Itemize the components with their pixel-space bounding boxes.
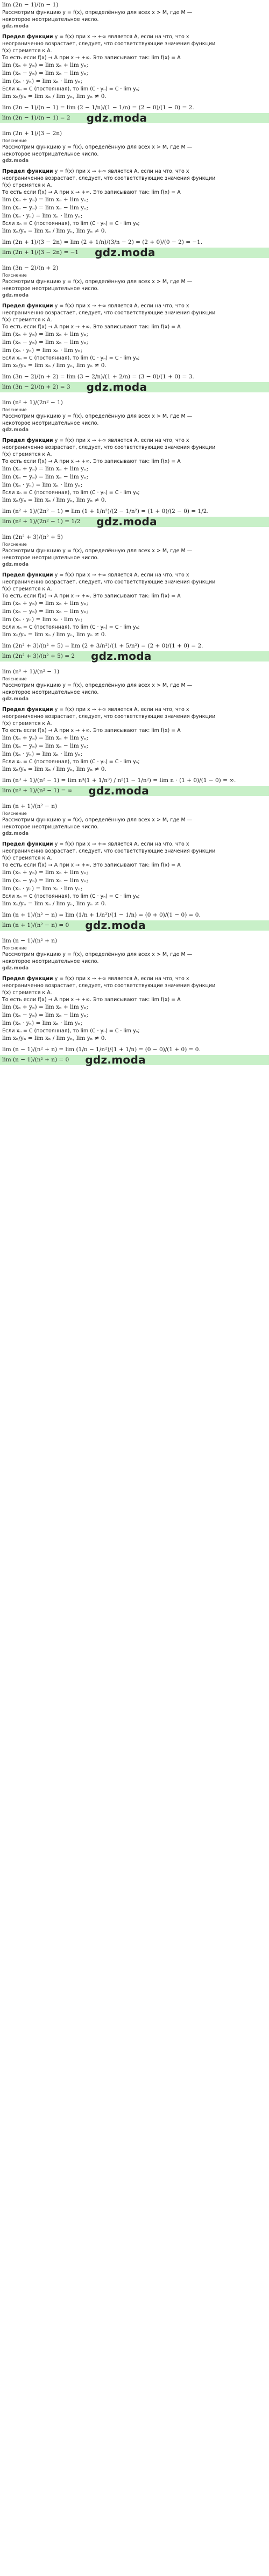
answer-text: lim (n³ + 1)/(n² − 1) = ∞: [2, 787, 73, 794]
definition-line: неограниченно возрастает, следует, что соответствующие значения функции: [2, 41, 216, 47]
rule-sum: lim (xₙ + yₙ) = lim xₙ + lim yₙ;: [2, 331, 89, 337]
rule-const: Если xₙ = C (постоянная), то lim (C · yₙ) = C · lim yₙ;: [2, 893, 140, 899]
problem-block: [2, 264, 267, 399]
watermark: gdz.moda: [2, 293, 29, 298]
rule-sum: lim (xₙ + yₙ) = lim xₙ + lim yₙ;: [2, 600, 89, 607]
problem-block: [2, 533, 267, 668]
rule-sum: lim (xₙ + yₙ) = lim xₙ + lim yₙ;: [2, 196, 89, 203]
rule-const: Если xₙ = C (постоянная), то lim (C · yₙ) = C · lim yₙ;: [2, 86, 140, 92]
spacer: [2, 1066, 267, 1072]
definition-line: [2, 975, 267, 982]
watermark: gdz.moda: [91, 650, 152, 663]
rule-line: То есть если f(x) → A при x → +∞. Это записывают так: lim f(x) = A: [2, 324, 181, 330]
watermark: gdz.moda: [2, 24, 29, 29]
rule-prod: lim (xₙ · yₙ) = lim xₙ · lim yₙ;: [2, 885, 83, 892]
definition-term: Предел функции: [2, 34, 53, 40]
definition-label: Пояснение: [2, 407, 27, 412]
spacer: [2, 932, 267, 937]
answer-highlight: [0, 248, 269, 258]
definition-line: f(x) стремятся к A.: [2, 48, 52, 54]
definition-text: y = f(x) при x → +∞ является A, если на что, что x: [53, 841, 189, 847]
definition-label: Пояснение: [2, 542, 27, 547]
rule-diff: lim (xₙ − yₙ) = lim xₙ − lim yₙ;: [2, 877, 89, 884]
rule-diff: lim (xₙ − yₙ) = lim xₙ − lim yₙ;: [2, 474, 89, 480]
rule-diff: lim (xₙ − yₙ) = lim xₙ − lim yₙ;: [2, 1012, 89, 1018]
answer-text: lim (n + 1)/(n² − n) = 0: [2, 922, 69, 928]
definition-term: Предел функции: [2, 303, 53, 309]
problem-statement: lim (n² + 1)/(2n² − 1): [2, 399, 63, 406]
watermark: gdz.moda: [2, 158, 29, 164]
problem-block: [2, 803, 267, 937]
solution-step: lim (n + 1)/(n² − n) = lim (1/n + 1/n²)/(1 − 1/n) = (0 + 0)/(1 − 0) = 0.: [2, 912, 201, 918]
rule-const: Если xₙ = C (постоянная), то lim (C · yₙ) = C · lim yₙ;: [2, 759, 140, 765]
answer-text: lim (n − 1)/(n² + n) = 0: [2, 1057, 69, 1063]
problem-statement: lim (3n − 2)/(n + 2): [2, 265, 59, 271]
answer-highlight: [0, 1055, 269, 1065]
answer-highlight: [0, 113, 269, 123]
definition-line: некоторое неотрицательное число.: [2, 17, 99, 23]
problem-block: [2, 1, 267, 130]
rule-prod: lim (xₙ · yₙ) = lim xₙ · lim yₙ;: [2, 1020, 83, 1026]
spacer: [2, 528, 267, 533]
watermark: gdz.moda: [95, 246, 155, 259]
definition-line: f(x) стремятся к A.: [2, 182, 52, 188]
rule-sum: lim (xₙ + yₙ) = lim xₙ + lim yₙ;: [2, 869, 89, 876]
definition-line: Рассмотрим функцию y = f(x), определённую для всех x > M, где M —: [2, 817, 193, 823]
definition-line: Рассмотрим функцию y = f(x), определённую для всех x > M, где M —: [2, 144, 193, 150]
definition-line: Рассмотрим функцию y = f(x), определённую для всех x > M, где M —: [2, 682, 193, 688]
rule-prod: lim (xₙ · yₙ) = lim xₙ · lim yₙ;: [2, 616, 83, 623]
problem-block: [2, 937, 267, 1072]
definition-term: Предел функции: [2, 168, 53, 174]
definition-line: неограниченно возрастает, следует, что соответствующие значения функции: [2, 714, 216, 720]
rule-quot: lim xₙ/yₙ = lim xₙ / lim yₙ, lim yₙ ≠ 0.: [2, 1035, 107, 1041]
definition-line: некоторое неотрицательное число.: [2, 151, 99, 157]
definition-label: Пояснение: [2, 811, 27, 816]
definition-line: Рассмотрим функцию y = f(x), определённую для всех x > M, где M —: [2, 279, 193, 285]
solution-step: lim (2n² + 3)/(n² + 5) = lim (2 + 3/n²)/(1 + 5/n²) = (2 + 0)/(1 + 0) = 2.: [2, 643, 203, 649]
definition-text: y = f(x) при x → +∞ является A, если на что, что x: [53, 572, 189, 578]
definition-label: Пояснение: [2, 946, 27, 951]
definition-line: f(x) стремятся к A.: [2, 855, 52, 861]
rule-const: Если xₙ = C (постоянная), то lim (C · yₙ) = C · lim yₙ;: [2, 355, 140, 361]
answer-text: lim (3n − 2)/(n + 2) = 3: [2, 384, 70, 390]
spacer: [2, 797, 267, 803]
rule-const: Если xₙ = C (постоянная), то lim (C · yₙ) = C · lim yₙ;: [2, 624, 140, 630]
rule-quot: lim xₙ/yₙ = lim xₙ / lim yₙ, lim yₙ ≠ 0.: [2, 766, 107, 772]
watermark: gdz.moda: [2, 562, 29, 567]
problem-statement: lim (2n + 1)/(3 − 2n): [2, 130, 62, 137]
definition-line: Рассмотрим функцию y = f(x), определённую для всех x > M, где M —: [2, 10, 193, 16]
definition-line: Рассмотрим функцию y = f(x), определённую для всех x > M, где M —: [2, 952, 193, 958]
rule-line: То есть если f(x) → A при x → +∞. Это записывают так: lim f(x) = A: [2, 862, 181, 868]
rule-line: То есть если f(x) → A при x → +∞. Это записывают так: lim f(x) = A: [2, 593, 181, 599]
spacer: [2, 259, 267, 264]
definition-text: y = f(x) при x → +∞ является A, если на что, что x: [53, 303, 189, 309]
rule-line: То есть если f(x) → A при x → +∞. Это записывают так: lim f(x) = A: [2, 459, 181, 464]
definition-term: Предел функции: [2, 707, 53, 713]
problem-statement: lim (2n − 1)/(n − 1): [2, 2, 59, 8]
rule-quot: lim xₙ/yₙ = lim xₙ / lim yₙ, lim yₙ ≠ 0.: [2, 631, 107, 638]
rule-sum: lim (xₙ + yₙ) = lim xₙ + lim yₙ;: [2, 62, 89, 68]
rule-diff: lim (xₙ − yₙ) = lim xₙ − lim yₙ;: [2, 743, 89, 749]
definition-text: y = f(x) при x → +∞ является A, если на что, что x: [53, 438, 189, 444]
definition-line: Рассмотрим функцию y = f(x), определённую для всех x > M, где M —: [2, 413, 193, 419]
definition-line: некоторое неотрицательное число.: [2, 689, 99, 695]
rule-diff: lim (xₙ − yₙ) = lim xₙ − lim yₙ;: [2, 339, 89, 346]
definition-line: некоторое неотрицательное число.: [2, 286, 99, 292]
definition-text: y = f(x) при x → +∞ является A, если на что, что x: [53, 976, 189, 982]
definition-text: y = f(x) при x → +∞ является A, если на что, что x: [53, 168, 189, 174]
definition-line: неограниченно возрастает, следует, что соответствующие значения функции: [2, 983, 216, 989]
definition-text: y = f(x) при x → +∞ является A, если на что, что x: [53, 707, 189, 713]
definition-line: неограниченно возрастает, следует, что соответствующие значения функции: [2, 848, 216, 854]
rule-quot: lim xₙ/yₙ = lim xₙ / lim yₙ, lim yₙ ≠ 0.: [2, 93, 107, 100]
rule-line: То есть если f(x) → A при x → +∞. Это записывают так: lim f(x) = A: [2, 55, 181, 61]
definition-line: неограниченно возрастает, следует, что соответствующие значения функции: [2, 445, 216, 451]
rule-sum: lim (xₙ + yₙ) = lim xₙ + lim yₙ;: [2, 735, 89, 741]
rule-quot: lim xₙ/yₙ = lim xₙ / lim yₙ, lim yₙ ≠ 0.: [2, 362, 107, 369]
definition-line: [2, 33, 267, 40]
definition-line: неограниченно возрастает, следует, что соответствующие значения функции: [2, 310, 216, 316]
watermark: gdz.moda: [85, 919, 146, 932]
rule-prod: lim (xₙ · yₙ) = lim xₙ · lim yₙ;: [2, 482, 83, 488]
watermark: gdz.moda: [2, 831, 29, 836]
definition-line: f(x) стремятся к A.: [2, 990, 52, 996]
definition-line: неограниченно возрастает, следует, что соответствующие значения функции: [2, 175, 216, 181]
problem-block: [2, 399, 267, 533]
definition-line: [2, 572, 267, 579]
answer-highlight: [0, 651, 269, 661]
problem-statement: lim (2n² + 3)/(n² + 5): [2, 534, 63, 540]
rule-prod: lim (xₙ · yₙ) = lim xₙ · lim yₙ;: [2, 213, 83, 219]
answer-text: lim (2n + 1)/(3 − 2n) = −1: [2, 249, 79, 256]
problem-statement: lim (n + 1)/(n² − n): [2, 803, 58, 810]
problem-block: [2, 130, 267, 264]
answer-text: lim (n² + 1)/(2n² − 1) = 1/2: [2, 518, 81, 525]
definition-line: некоторое неотрицательное число.: [2, 959, 99, 965]
answer-text: lim (2n − 1)/(n − 1) = 2: [2, 115, 70, 121]
rule-quot: lim xₙ/yₙ = lim xₙ / lim yₙ, lim yₙ ≠ 0.: [2, 497, 107, 503]
definition-term: Предел функции: [2, 572, 53, 578]
answer-highlight: [0, 786, 269, 796]
watermark: gdz.moda: [2, 966, 29, 971]
rule-quot: lim xₙ/yₙ = lim xₙ / lim yₙ, lim yₙ ≠ 0.: [2, 228, 107, 234]
rule-quot: lim xₙ/yₙ = lim xₙ / lim yₙ, lim yₙ ≠ 0.: [2, 900, 107, 907]
definition-label: Пояснение: [2, 273, 27, 278]
definition-line: некоторое неотрицательное число.: [2, 420, 99, 426]
solution-step: lim (n³ + 1)/(n² − 1) = lim n³(1 + 1/n³) / n²(1 − 1/n²) = lim n · (1 + 0)/(1 − 0) = ∞.: [2, 777, 236, 784]
spacer: [2, 124, 267, 130]
definition-line: f(x) стремятся к A.: [2, 721, 52, 727]
rule-line: То есть если f(x) → A при x → +∞. Это записывают так: lim f(x) = A: [2, 189, 181, 195]
rule-sum: lim (xₙ + yₙ) = lim xₙ + lim yₙ;: [2, 1004, 89, 1010]
spacer: [2, 663, 267, 668]
spacer: [2, 393, 267, 399]
definition-line: [2, 302, 267, 309]
watermark: gdz.moda: [86, 111, 147, 124]
definition-line: Рассмотрим функцию y = f(x), определённую для всех x > M, где M —: [2, 548, 193, 554]
problem-block: [2, 668, 267, 803]
definition-line: некоторое неотрицательное число.: [2, 824, 99, 830]
answer-highlight: [0, 517, 269, 527]
problem-statement: lim (n³ + 1)/(n² − 1): [2, 668, 60, 675]
definition-line: f(x) стремятся к A.: [2, 452, 52, 458]
problem-statement: lim (n − 1)/(n² + n): [2, 938, 58, 944]
solution-step: lim (2n − 1)/(n − 1) = lim (2 − 1/n)/(1 − 1/n) = (2 − 0)/(1 − 0) = 2.: [2, 104, 194, 111]
definition-term: Предел функции: [2, 438, 53, 444]
rule-const: Если xₙ = C (постоянная), то lim (C · yₙ) = C · lim yₙ;: [2, 490, 140, 496]
rule-diff: lim (xₙ − yₙ) = lim xₙ − lim yₙ;: [2, 205, 89, 211]
definition-term: Предел функции: [2, 841, 53, 847]
rule-prod: lim (xₙ · yₙ) = lim xₙ · lim yₙ;: [2, 347, 83, 354]
watermark: gdz.moda: [2, 427, 29, 433]
watermark: gdz.moda: [86, 381, 147, 393]
solution-page: [0, 0, 269, 1076]
definition-line: [2, 706, 267, 713]
answer-highlight: [0, 382, 269, 392]
definition-line: [2, 437, 267, 444]
rule-const: Если xₙ = C (постоянная), то lim (C · yₙ) = C · lim yₙ;: [2, 1028, 140, 1034]
solution-step: lim (n² + 1)/(2n² − 1) = lim (1 + 1/n²)/(2 − 1/n²) = (1 + 0)/(2 − 0) = 1/2.: [2, 508, 209, 515]
definition-term: Предел функции: [2, 976, 53, 982]
definition-label: Пояснение: [2, 677, 27, 681]
watermark: gdz.moda: [96, 515, 157, 528]
solution-step: lim (n − 1)/(n² + n) = lim (1/n − 1/n²)/(1 + 1/n) = (0 − 0)/(1 + 0) = 0.: [2, 1046, 201, 1053]
watermark: gdz.moda: [2, 696, 29, 702]
answer-text: lim (2n² + 3)/(n² + 5) = 2: [2, 653, 75, 659]
rule-prod: lim (xₙ · yₙ) = lim xₙ · lim yₙ;: [2, 751, 83, 757]
rule-sum: lim (xₙ + yₙ) = lim xₙ + lim yₙ;: [2, 466, 89, 472]
watermark: gdz.moda: [85, 1053, 146, 1066]
definition-text: y = f(x) при x → +∞ является A, если на что, что x: [53, 34, 189, 40]
rule-line: То есть если f(x) → A при x → +∞. Это записывают так: lim f(x) = A: [2, 728, 181, 734]
solution-step: lim (3n − 2)/(n + 2) = lim (3 − 2/n)/(1 + 2/n) = (3 − 0)/(1 + 0) = 3.: [2, 374, 194, 380]
rule-diff: lim (xₙ − yₙ) = lim xₙ − lim yₙ;: [2, 608, 89, 615]
solution-step: lim (2n + 1)/(3 − 2n) = lim (2 + 1/n)/(3/n − 2) = (2 + 0)/(0 − 2) = −1.: [2, 239, 203, 245]
definition-line: f(x) стремятся к A.: [2, 317, 52, 323]
definition-line: некоторое неотрицательное число.: [2, 555, 99, 561]
rule-const: Если xₙ = C (постоянная), то lim (C · yₙ) = C · lim yₙ;: [2, 221, 140, 227]
definition-label: Пояснение: [2, 138, 27, 143]
rule-prod: lim (xₙ · yₙ) = lim xₙ · lim yₙ;: [2, 78, 83, 85]
definition-line: [2, 168, 267, 175]
definition-line: f(x) стремятся к A.: [2, 586, 52, 592]
watermark: gdz.moda: [88, 784, 150, 797]
answer-highlight: [0, 920, 269, 931]
rule-diff: lim (xₙ − yₙ) = lim xₙ − lim yₙ;: [2, 70, 89, 76]
definition-line: неограниченно возрастает, следует, что соответствующие значения функции: [2, 579, 216, 585]
definition-line: [2, 841, 267, 848]
rule-line: То есть если f(x) → A при x → +∞. Это записывают так: lim f(x) = A: [2, 997, 181, 1003]
